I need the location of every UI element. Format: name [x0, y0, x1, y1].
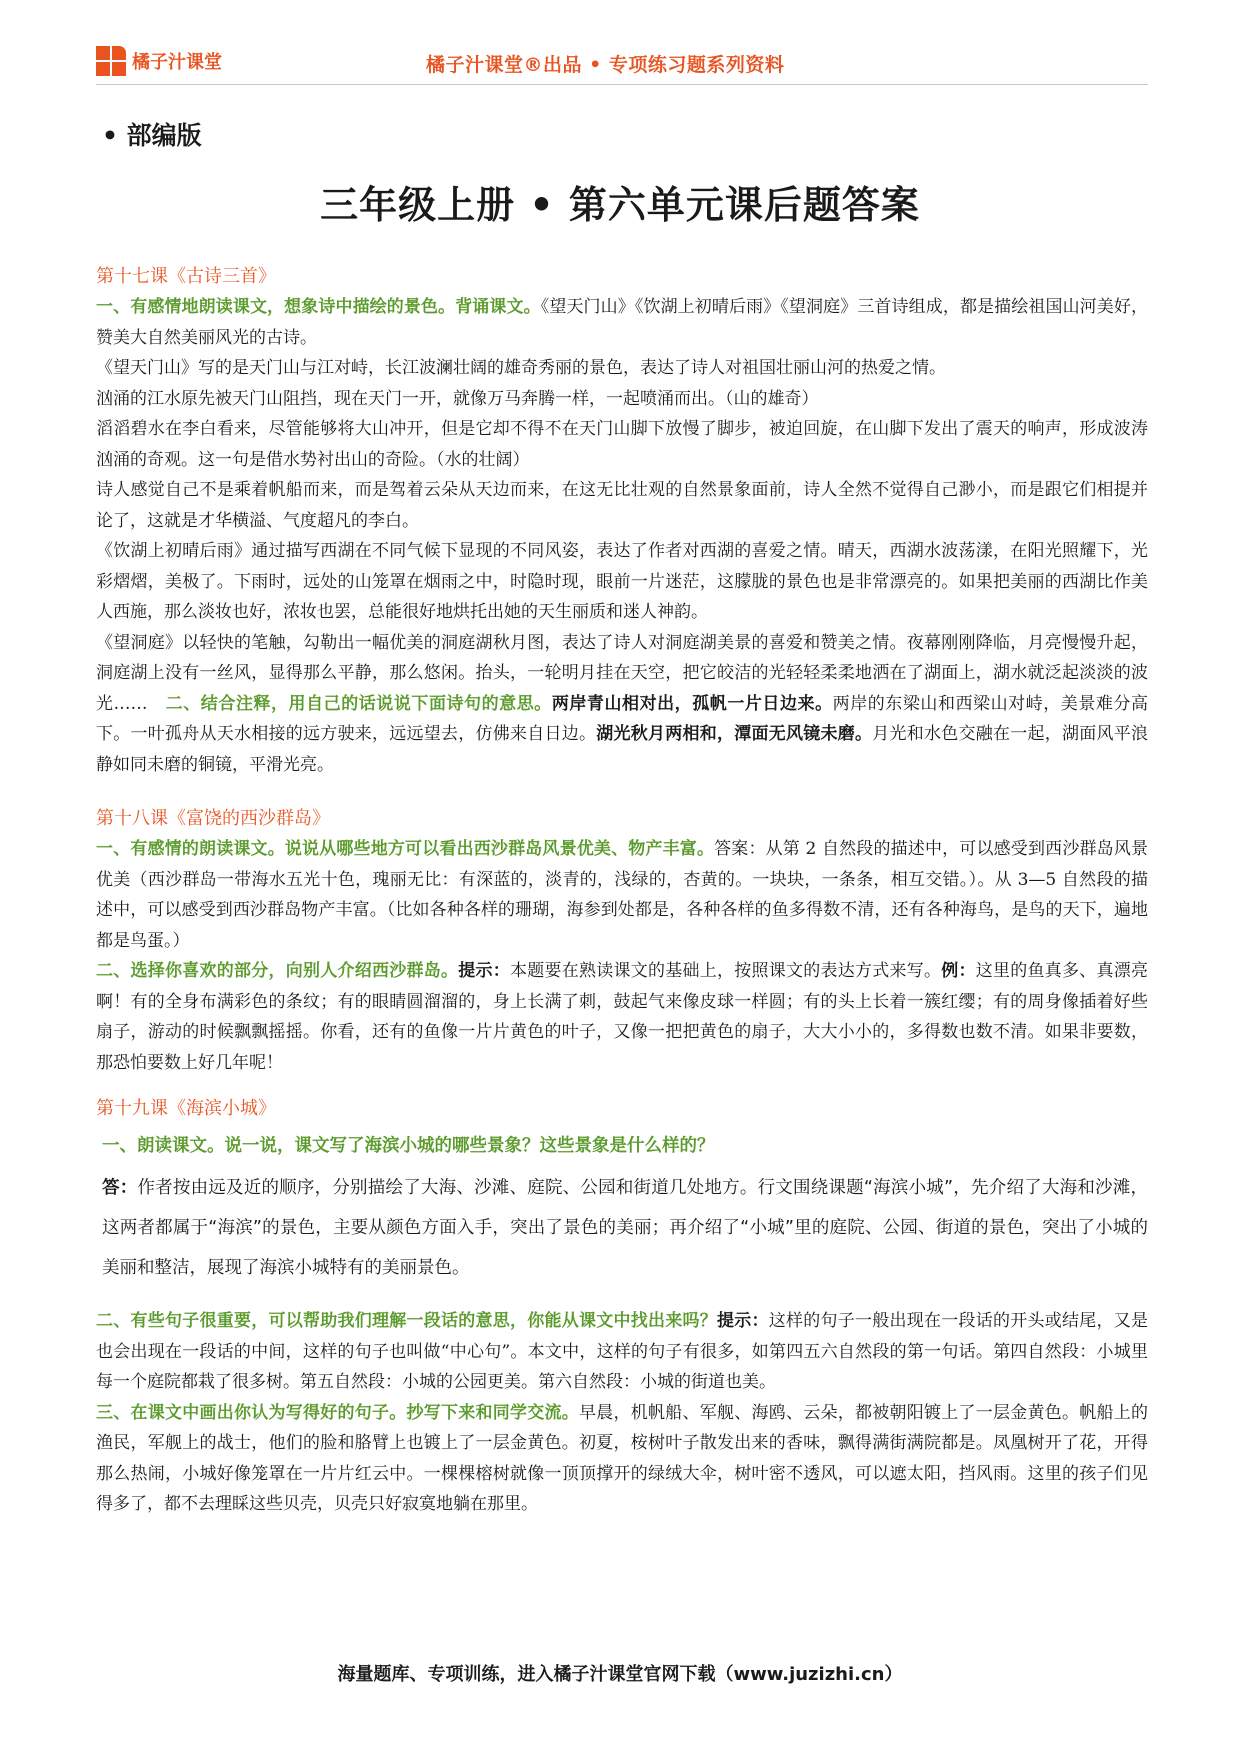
answer-text: 早晨，机帆船、军舰、海鸥、云朵，都被朝阳镀上了一层金黄色。帆船上的渔民，军舰上的战士，他们的脸和胳臂上也镀上了一层金黄色。初夏，桉树叶子散发出来的香味，飘得满街满院都是。凤凰树开了花，开得那么热闹，小城好像笼罩在一片片红云中。一棵棵榕树就像一顶顶撑开的绿绒大伞，树叶密不透风，可以遮太阳，挡风雨。这里的孩子们见得多了，都不去理睬这些贝壳，贝壳只好寂寞地躺在那里。: [96, 1402, 1148, 1514]
answer-text: 月光和水色交融在一起，湖面风平浪静如同未磨的铜镜，平滑光亮。: [96, 724, 1148, 775]
question-text: 三、在课文中画出你认为写得好的句子。抄写下来和同学交流。: [96, 1402, 579, 1423]
answer-paragraph: 《饮湖上初晴后雨》通过描写西湖在不同气候下显现的不同风姿，表达了作者对西湖的喜爱之情。晴天，西湖水波荡漾，在阳光照耀下，光彩熠熠，美极了。下雨时，远处的山笼罩在烟雨之中，时隐时现，眼前一片迷茫，这朦胧的景色也是非常漂亮的。如果把美丽的西湖比作美人西施，那么淡妆也好，浓妆也罢，总能很好地烘托出她的天生丽质和迷人神韵。: [96, 541, 1148, 622]
logo-icon: [96, 46, 126, 76]
question-text: 二、有些句子很重要，可以帮助我们理解一段话的意思，你能从课文中找出来吗？: [96, 1311, 717, 1331]
question-text: 一、有感情地朗读课文，想象诗中描绘的景色。背诵课文。: [96, 297, 541, 317]
answer-text: 《望天门山》《饮湖上初晴后雨》《望洞庭》三首诗组成，都是描绘祖国山河美好，赞美大自然美丽风光的古诗。: [96, 297, 1149, 348]
lesson-19-q1: [96, 1124, 1148, 1288]
poem-line: 湖光秋月两相和，潭面无风镜未磨。: [596, 724, 873, 744]
lesson-heading: 第十八课《富饶的西沙群岛》: [96, 808, 330, 829]
hint-label: 提示：: [458, 961, 510, 981]
question-paragraph: [96, 834, 1148, 956]
page-footer: 海量题库、专项训练，进入橘子汁课堂官网下载（www.juzizhi.cn）: [337, 1664, 903, 1685]
question-paragraph: [96, 292, 1148, 353]
example-text: 这里的鱼真多、真漂亮啊！有的全身布满彩色的条纹；有的眼睛圆溜溜的，身上长满了刺，鼓起气来像皮球一样圆；有的头上长着一簇红缨；有的周身像插着好些扇子，游动的时候飘飘摇摇。你看，还有的鱼像一片片黄色的叶子，又像一把把黄色的扇子，大大小小的，多得数也数不清。如果非要数，那恐怕要数上好几年呢！: [96, 961, 1148, 1073]
answer-paragraph: [102, 1168, 1148, 1288]
question-text: 二、结合注释，用自己的话说说下面诗句的意思。: [165, 693, 552, 714]
question-text: 二、选择你喜欢的部分，向别人介绍西沙群岛。: [96, 961, 459, 981]
question-paragraph: [102, 1124, 1148, 1168]
lesson-17: [96, 262, 1148, 780]
hint-text: 本题要在熟读课文的基础上，按照课文的表达方式来写。: [510, 961, 942, 981]
answer-paragraph: [96, 628, 1148, 781]
page-header: [96, 40, 1148, 85]
header-title: 橘子汁课堂®出品 • 专项练习题系列资料: [426, 54, 785, 76]
lesson-18: [96, 804, 1148, 1078]
question-paragraph: [96, 1398, 1148, 1520]
logo: [96, 46, 222, 76]
answer-text: 作者按由远及近的顺序，分别描绘了大海、沙滩、庭院、公园和街道几处地方。行文围绕课题“海滨小城”，先介绍了大海和沙滩，这两者都属于“海滨”的景色，主要从颜色方面入手，突出了景色的美丽；再介绍了“小城”里的庭院、公园、街道的景色，突出了小城的美丽和整洁，展现了海滨小城特有的美丽景色。: [102, 1178, 1148, 1278]
example-label: 例：: [941, 961, 976, 981]
hint-text: 这样的句子一般出现在一段话的开头或结尾，又是也会出现在一段话的中间，这样的句子也叫做“中心句”。本文中，这样的句子有很多，如第四五六自然段的第一句话。第四自然段：小城里每一个庭院都栽了很多树。第五自然段：小城的公园更美。第六自然段：小城的街道也美。: [96, 1311, 1148, 1392]
lesson-19: [96, 1094, 1148, 1520]
answer-paragraph: 汹涌的江水原先被天门山阻挡，现在天门一开，就像万马奔腾一样，一起喷涌而出。（山的雄奇）: [96, 388, 819, 409]
question-paragraph: [96, 956, 1148, 1078]
answer-paragraph: 诗人感觉自己不是乘着帆船而来，而是驾着云朵从天边而来，在这无比壮观的自然景象面前，诗人全然不觉得自己渺小，而是跟它们相提并论了，这就是才华横溢、气度超凡的李白。: [96, 480, 1148, 531]
main-content: [96, 262, 1148, 1520]
hint-label: 提示：: [717, 1311, 769, 1331]
answer-text: 《望洞庭》以轻快的笔触，勾勒出一幅优美的洞庭湖秋月图，表达了诗人对洞庭湖美景的喜爱和赞美之情。夜幕刚刚降临，月亮慢慢升起，洞庭湖上没有一丝风，显得那么平静，那么悠闲。抬头，一轮明月挂在天空，把它皎洁的光轻轻柔柔地洒在了湖面上，湖水就泛起淡淡的波光……: [96, 632, 1148, 714]
question-text: 一、朗读课文。说一说，课文写了海滨小城的哪些景象？这些景象是什么样的？: [102, 1136, 715, 1156]
edition-label: • 部编版: [102, 121, 202, 150]
answer-text: 两岸的东梁山和西梁山对峙，美景难分高下。一叶孤舟从天水相接的远方驶来，远远望去，仿佛来自日边。: [96, 693, 1149, 744]
answer-text: 答案：从第 2 自然段的描述中，可以感受到西沙群岛风景优美（西沙群岛一带海水五光十色，瑰丽无比：有深蓝的，淡青的，浅绿的，杏黄的。一块块，一条条，相互交错。）。从 3—5 自然段的描述中，可以感受到西沙群岛物产丰富。（比如各种各样的珊瑚，海参到处都是，各种各样的鱼多得数不清，还有各种海鸟，是鸟的天下，遍地都是鸟蛋。）: [96, 839, 1148, 951]
question-paragraph: [96, 1306, 1148, 1398]
answer-label: 答：: [102, 1178, 138, 1198]
poem-line: 两岸青山相对出，孤帆一片日边来。: [551, 693, 833, 714]
answer-paragraph: 《望天门山》写的是天门山与江对峙，长江波澜壮阔的雄奇秀丽的景色，表达了诗人对祖国壮丽山河的热爱之情。: [96, 358, 946, 378]
question-text: 一、有感情的朗读课文。说说从哪些地方可以看出西沙群岛风景优美、物产丰富。: [96, 839, 715, 859]
lesson-heading: 第十九课《海滨小城》: [96, 1098, 276, 1119]
lesson-heading: 第十七课《古诗三首》: [96, 266, 276, 287]
logo-text: 橘子汁课堂: [132, 52, 222, 73]
answer-paragraph: 滔滔碧水在李白看来，尽管能够将大山冲开，但是它却不得不在天门山脚下放慢了脚步，被迫回旋，在山脚下发出了震天的响声，形成波涛汹涌的奇观。这一句是借水势衬出山的奇险。（水的壮阔）: [96, 419, 1148, 470]
page-title: 三年级上册 • 第六单元课后题答案: [320, 183, 920, 227]
